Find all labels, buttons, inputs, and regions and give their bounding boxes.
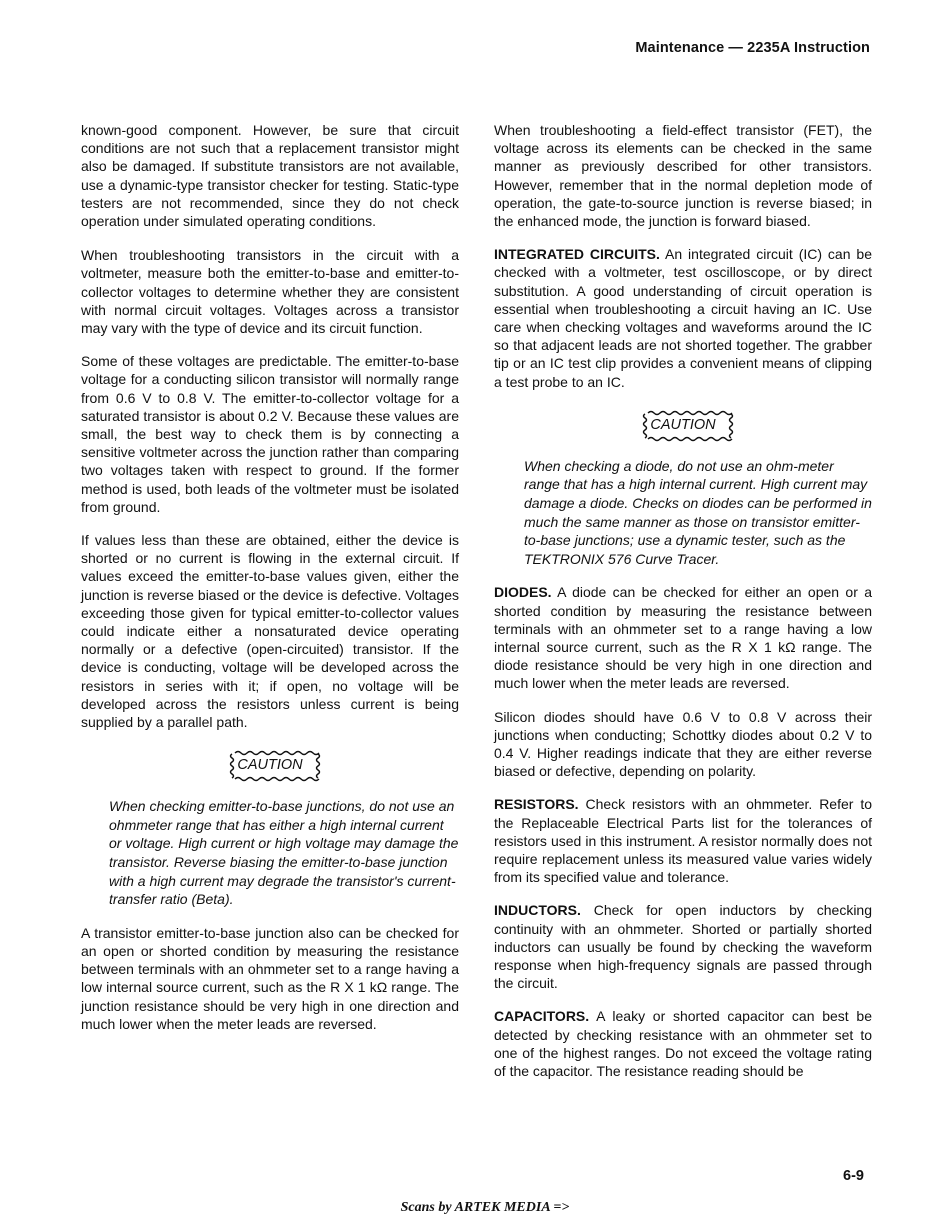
section-text: An integrated circuit (IC) can be checked with a voltmeter, test oscilloscope, or by direct substitution. A good understanding of circuit operation is essential when troubleshooting a circuit having an IC. Use care when checking voltages and waveforms around the IC so that adjacent leads are not shorted together. The grabber tip or an IC test clip provides a convenient means of clipping a test probe to an IC. bbox=[494, 246, 872, 390]
scans-credit: Scans by ARTEK MEDIA => bbox=[400, 1200, 570, 1215]
paragraph: Some of these voltages are predictable. The emitter-to-base voltage for a conducting silicon transistor will normally range from 0.6 V to 0.8 V. The emitter-to-collector voltage for a saturated transistor is about 0.2 V. Because these values are small, the best way to check them is by connecting a sensitive voltmeter across the junction rather than comparing two voltages taken with respect to ground. If the former method is used, both leads of the voltmeter must be isolated from ground. bbox=[81, 353, 459, 515]
section-text: A leaky or shorted capacitor can best be detected by checking resistance with an ohmmeter set to one of the highest ranges. Do not exceed the voltage rating of the capacitor. The resistance reading should be bbox=[494, 1008, 872, 1080]
caution-label: CAUTION bbox=[650, 416, 716, 433]
page-header: Maintenance — 2235A Instruction bbox=[635, 40, 870, 56]
caution-label-frame bbox=[640, 409, 725, 441]
paragraph: Silicon diodes should have 0.6 V to 0.8 V across their junctions when conducting; Schottky diodes about 0.2 V to 0.4 V. Higher readings indicate that they are either reverse biased or defective, depending on polarity. bbox=[494, 708, 872, 780]
section-heading: RESISTORS. bbox=[494, 796, 579, 813]
right-column bbox=[494, 121, 872, 1095]
paragraph-diodes bbox=[494, 583, 872, 692]
section-text: Check resistors with an ohmmeter. Refer to the Replaceable Electrical Parts list for the tolerances of resistors used in this instrument. A resistor normally does not require replacement unless its measured value varies widely from its specified value and tolerance. bbox=[494, 796, 873, 886]
wavy-border-icon bbox=[640, 409, 736, 443]
page-number: 6-9 bbox=[843, 1168, 864, 1184]
caution-text: When checking a diode, do not use an ohm-meter range that has a high internal current. High current may damage a diode. Checks on diodes can be performed in much the same manner as those on transistor emitter-to-base junctions; use a dynamic tester, such as the TEKTRONIX 576 Curve Tracer. bbox=[524, 457, 872, 567]
paragraph-capacitors bbox=[494, 1007, 872, 1080]
paragraph-integrated-circuits bbox=[494, 245, 872, 391]
section-heading: INDUCTORS. bbox=[494, 902, 581, 919]
paragraph: When troubleshooting a field-effect transistor (FET), the voltage across its elements can be checked in the same manner as previously described for other transistors. However, remember that in the normal depletion mode of operation, the gate-to-source junction is reverse biased; in the enhanced mode, the junction is forward biased. bbox=[494, 122, 872, 230]
paragraph: If values less than these are obtained, either the device is shorted or no current is flowing in the external circuit. If values exceed the emitter-to-base values given, either the junction is reverse biased or the device is defective. Voltages exceeding those given for typical emitter-to-collector values could indicate either a nonsaturated device operating normally or a defective (open-circuited) transistor. If the device is conducting, voltage will be developed across the resistors in series with it; if open, no voltage will be developed across the resistors unless current is being supplied by a parallel path. bbox=[81, 532, 459, 731]
section-heading: CAPACITORS. bbox=[494, 1008, 590, 1025]
section-heading: DIODES. bbox=[494, 584, 552, 601]
caution-box bbox=[81, 749, 459, 781]
paragraph-inductors bbox=[494, 901, 872, 992]
section-text: Check for open inductors by checking continuity with an ohmmeter. Shorted or partially shorted inductors can usually be found by checking the waveform response when high-frequency signals are passed through the circuit. bbox=[494, 902, 872, 992]
caution-label-frame bbox=[227, 749, 312, 781]
paragraph-resistors bbox=[494, 795, 872, 886]
caution-text: When checking emitter-to-base junctions, do not use an ohmmeter range that has either a high internal current or voltage. High current or high voltage may damage the transistor. Reverse biasing the emitter-to-base junction with a high current may degrade the transistor's current-transfer ratio (Beta). bbox=[109, 798, 459, 908]
paragraph: A transistor emitter-to-base junction also can be checked for an open or shorted condition by measuring the resistance between terminals with an ohmmeter set to a range having a low internal source current, such as the R X 1 kΩ range. The junction resistance should be very high in one direction and much lower when the meter leads are reversed. bbox=[81, 924, 459, 1032]
section-text: A diode can be checked for either an open or a shorted condition by measuring the resistance between terminals with an ohmmeter set to a range having a low internal source current, such as the R X 1 kΩ range. The diode resistance should be very high in one direction and much lower when the meter leads are reversed. bbox=[494, 584, 872, 692]
paragraph: known-good component. However, be sure that circuit conditions are not such that a replacement transistor might also be damaged. If substitute transistors are not available, use a dynamic-type transistor checker for testing. Static-type testers are not recommended, since they do not check operation under simulated operating conditions. bbox=[81, 122, 459, 230]
caution-box bbox=[494, 409, 872, 441]
left-column bbox=[81, 121, 459, 1048]
wavy-border-icon bbox=[227, 749, 323, 783]
section-heading: INTEGRATED CIRCUITS. bbox=[494, 246, 660, 263]
paragraph: When troubleshooting transistors in the circuit with a voltmeter, measure both the emitter-to-base and emitter-to-collector voltages to determine whether they are consistent with normal circuit voltages. Voltages across a transistor may vary with the type of device and its circuit function. bbox=[81, 247, 459, 337]
caution-label: CAUTION bbox=[237, 757, 303, 774]
